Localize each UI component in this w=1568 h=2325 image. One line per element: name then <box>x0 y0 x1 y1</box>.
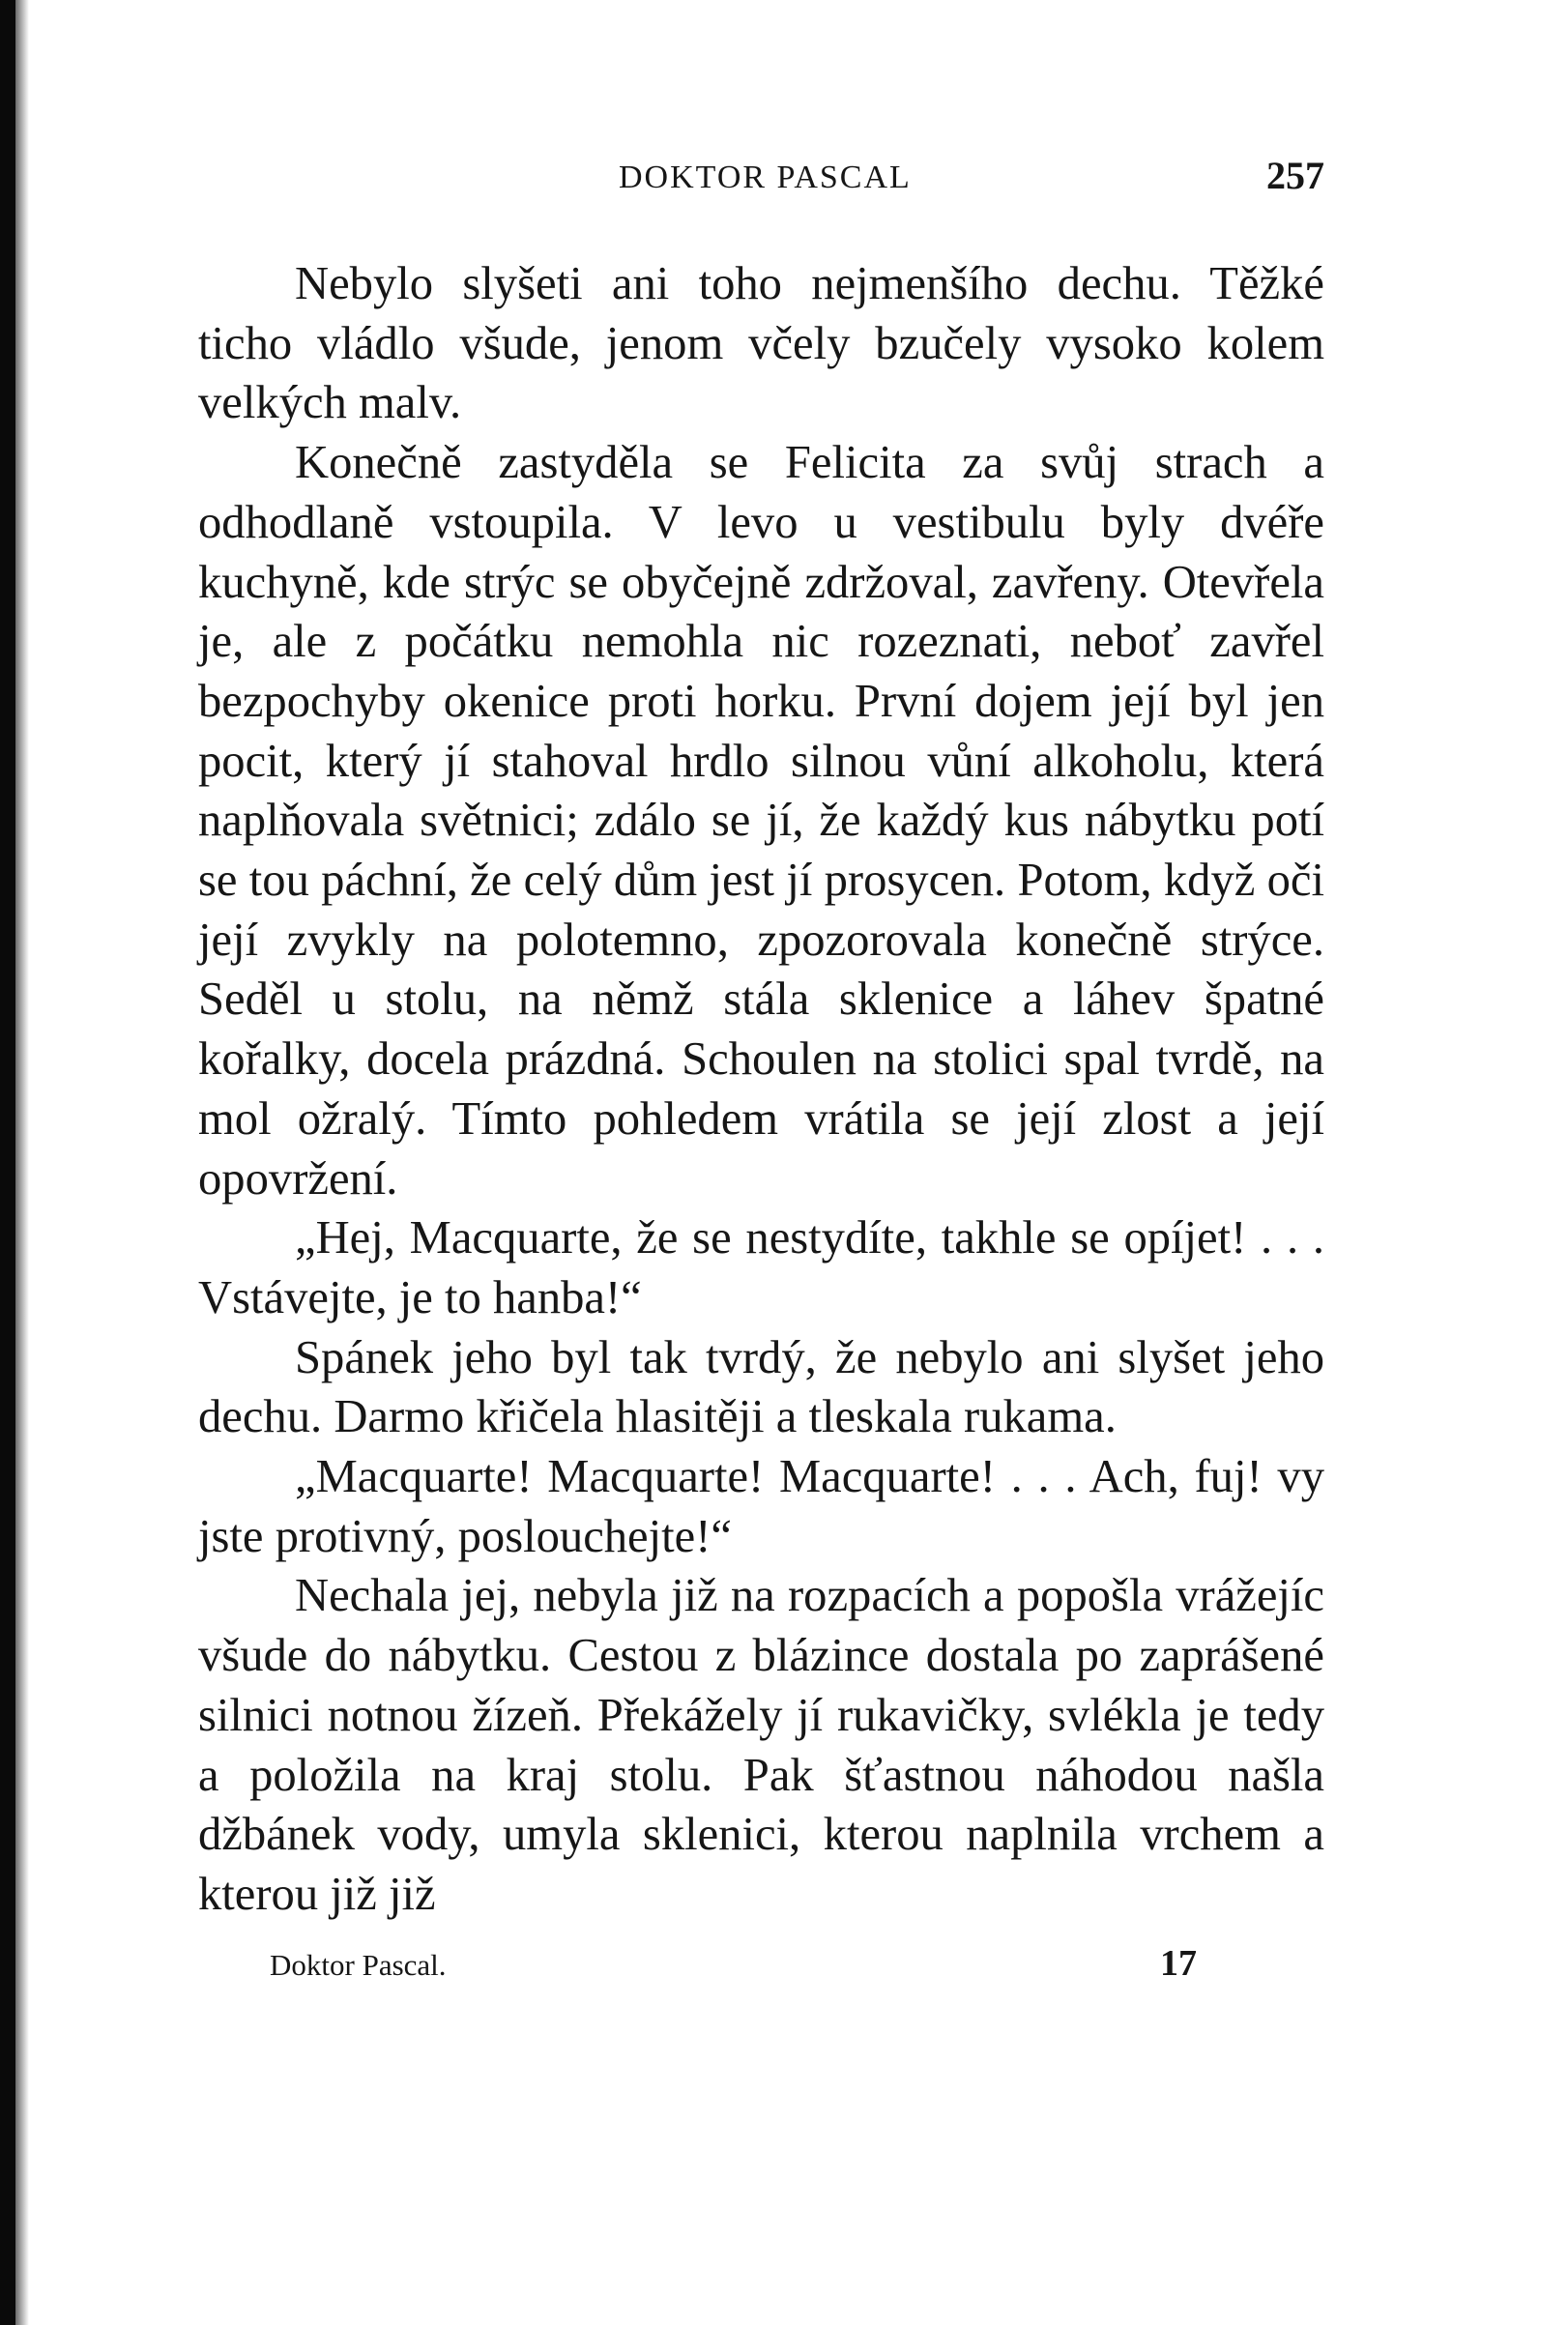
paragraph: „Macquarte! Macquarte! Macquarte! . . . Ach, fuj! vy jste protivný, poslouchejte!“ <box>198 1450 1324 1562</box>
running-head-title: DOKTOR PASCAL <box>619 160 912 195</box>
signature-title: Doktor Pascal. <box>270 1947 447 1982</box>
paragraph: „Hej, Macquarte, že se nestydíte, takhle se opíjet! . . . Vstávejte, je to hanba!“ <box>198 1211 1324 1323</box>
body-text <box>198 254 1324 1925</box>
book-page <box>198 145 1324 1994</box>
page-number: 257 <box>1266 154 1324 197</box>
running-head <box>198 145 1324 213</box>
signature-line <box>198 1936 1324 1994</box>
signature-number: 17 <box>1160 1942 1197 1984</box>
paragraph: Nebylo slyšeti ani toho nejmenšího dechu. Těžké ticho vládlo všude, jenom včely bzučely vysoko kolem velkých malv. <box>198 257 1324 429</box>
paragraph: Konečně zastyděla se Felicita za svůj strach a odhodlaně vstoupila. V levo u vestibulu byly dvéře kuchyně, kde strýc se obyčejně zdržoval, zavřeny. Otevřela je, ale z počátku nemohla nic rozeznati, neboť zavřel bezpochyby okenice proti horku. První dojem její byl jen pocit, který jí stahoval hrdlo silnou vůní alkoholu, která naplňovala světnici; zdálo se jí, že každý kus nábytku potí se tou páchní, že celý dům jest jí prosycen. Potom, když oči její zvykly na polotemno, zpozorovala konečně strýce. Seděl u stolu, na němž stála sklenice a láhev špatné kořalky, docela prázdná. Schoulen na stolici spal tvrdě, na mol ožralý. Tímto pohledem vrátila se její zlost a její opovržení. <box>198 436 1324 1205</box>
scan-page-shadow <box>15 0 29 2325</box>
scan-page-edge <box>0 0 15 2325</box>
paragraph: Nechala jej, nebyla již na rozpacích a popošla vrážejíc všude do nábytku. Cestou z blázince dostala po zaprášené silnici notnou žízeň. Překážely jí rukavičky, svlékla je tedy a položila na kraj stolu. Pak šťastnou náhodou našla džbánek vody, umyla sklenici, kterou naplnila vrchem a kterou již již <box>198 1569 1324 1920</box>
paragraph: Spánek jeho byl tak tvrdý, že nebylo ani slyšet jeho dechu. Darmo křičela hlasitěji a tleskala rukama. <box>198 1330 1324 1443</box>
